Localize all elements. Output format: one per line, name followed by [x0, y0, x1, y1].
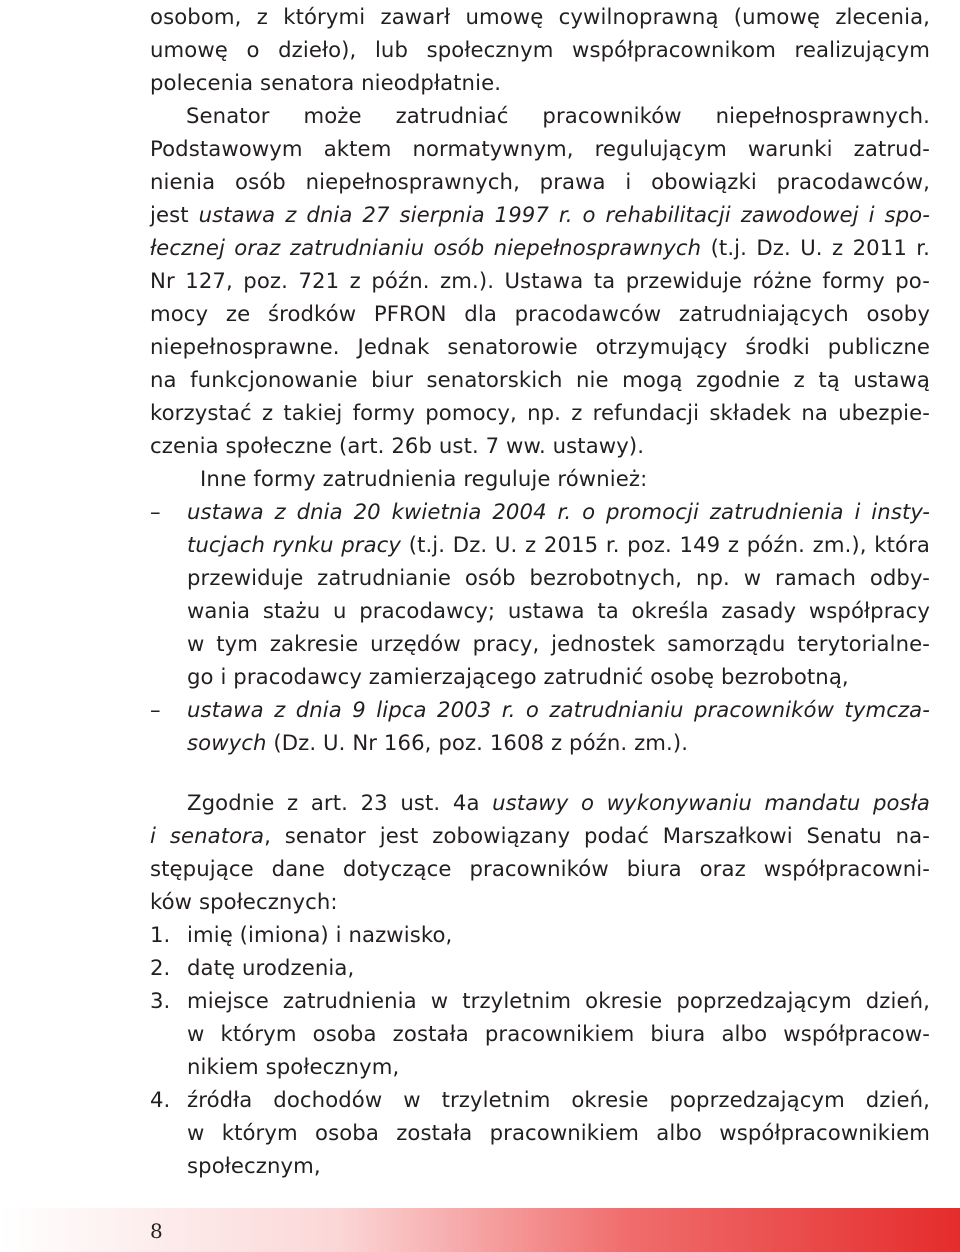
list-item: imię (imiona) i nazwisko,: [187, 922, 453, 947]
list-number: 1.: [150, 922, 171, 947]
text-line: [150, 231, 930, 264]
text-line: Nr 127, poz. 721 z późn. zm.). Ustawa ta przewiduje różne formy po-: [150, 268, 930, 293]
text-span: (t.j. Dz. U. z 2011 r.: [701, 235, 930, 260]
text-line: mocy ze środków PFRON dla pracodawców zatrudniających osoby: [150, 301, 930, 326]
text-line: [150, 819, 930, 852]
act-title: i senatora: [150, 823, 265, 848]
text-line: [187, 693, 930, 726]
act-title: ustawa z dnia 27 sierpnia 1997 r. o rehabilitacji zawodowej i spo-: [198, 202, 930, 227]
text-line: [150, 198, 930, 231]
text-line: Podstawowym aktem normatywnym, regulującym warunki zatrud-: [150, 136, 930, 161]
list-number: 4.: [150, 1087, 171, 1112]
list-item: nikiem społecznym,: [187, 1054, 400, 1079]
text-span: , senator jest zobowiązany podać Marszałkowi Senatu na-: [264, 823, 930, 848]
act-title: ustawa z dnia 9 lipca 2003 r. o zatrudnianiu pracowników tymcza-: [187, 697, 930, 722]
list-item: w którym osoba została pracownikiem albo współpracownikiem: [187, 1120, 930, 1145]
list-item: społecznym,: [187, 1153, 321, 1178]
act-title: ustawa z dnia 20 kwietnia 2004 r. o promocji zatrudnienia i insty-: [187, 499, 930, 524]
text-line: Senator może zatrudniać pracowników niepełnosprawnych.: [186, 103, 930, 128]
text-line: Inne formy zatrudnienia reguluje również:: [200, 466, 648, 491]
text-line: [187, 528, 930, 561]
text-line: w tym zakresie urzędów pracy, jednostek samorządu terytorialne-: [187, 631, 930, 656]
text-line: niepełnosprawne. Jednak senatorowie otrzymujący środki publiczne: [150, 334, 930, 359]
footer-band: [0, 1208, 960, 1252]
text-line: [187, 726, 930, 759]
act-title: ustawy o wykonywaniu mandatu posła: [492, 790, 930, 815]
text-line: go i pracodawcy zamierzającego zatrudnić osobę bezrobotną,: [187, 664, 849, 689]
list-item: w którym osoba została pracownikiem biura albo współpracow-: [187, 1021, 930, 1046]
act-title: sowych: [187, 730, 267, 755]
text-line: osobom, z którymi zawarł umowę cywilnoprawną (umowę zlecenia,: [150, 4, 930, 29]
list-item: źródła dochodów w trzyletnim okresie poprzedzającym dzień,: [187, 1087, 930, 1112]
text-span: Zgodnie z art. 23 ust. 4a: [187, 790, 493, 815]
list-item: datę urodzenia,: [187, 955, 355, 980]
text-line: na funkcjonowanie biur senatorskich nie mogą zgodnie z tą ustawą: [150, 367, 930, 392]
text-line: polecenia senatora nieodpłatnie.: [150, 70, 502, 95]
act-title: tucjach rynku pracy: [187, 532, 402, 557]
text-line: ków społecznych:: [150, 889, 338, 914]
text-span: (t.j. Dz. U. z 2015 r. poz. 149 z późn. zm.), która: [401, 532, 930, 557]
text-line: czenia społeczne (art. 26b ust. 7 ww. ustawy).: [150, 433, 645, 458]
text-line: nienia osób niepełnosprawnych, prawa i obowiązki pracodawców,: [150, 169, 930, 194]
text-line: stępujące dane dotyczące pracowników biura oraz współpracowni-: [150, 856, 930, 881]
dash-bullet: –: [150, 499, 161, 524]
list-number: 2.: [150, 955, 171, 980]
text-line: przewiduje zatrudnianie osób bezrobotnych, np. w ramach odby-: [187, 565, 930, 590]
text-line: umowę o dzieło), lub społecznym współpracownikom realizującym: [150, 37, 930, 62]
text-line: [150, 786, 930, 819]
text-line: wania stażu u pracodawcy; ustawa ta określa zasady współpracy: [187, 598, 930, 623]
page-number: 8: [150, 1219, 163, 1243]
list-number: 3.: [150, 988, 171, 1013]
text-line: [187, 495, 930, 528]
text-span: jest: [150, 202, 199, 227]
text-span: (Dz. U. Nr 166, poz. 1608 z późn. zm.).: [266, 730, 689, 755]
dash-bullet: –: [150, 697, 161, 722]
list-item: miejsce zatrudnienia w trzyletnim okresie poprzedzającym dzień,: [187, 988, 930, 1013]
act-title: łecznej oraz zatrudnianiu osób niepełnosprawnych: [150, 235, 702, 260]
text-line: korzystać z takiej formy pomocy, np. z refundacji składek na ubezpie-: [150, 400, 930, 425]
